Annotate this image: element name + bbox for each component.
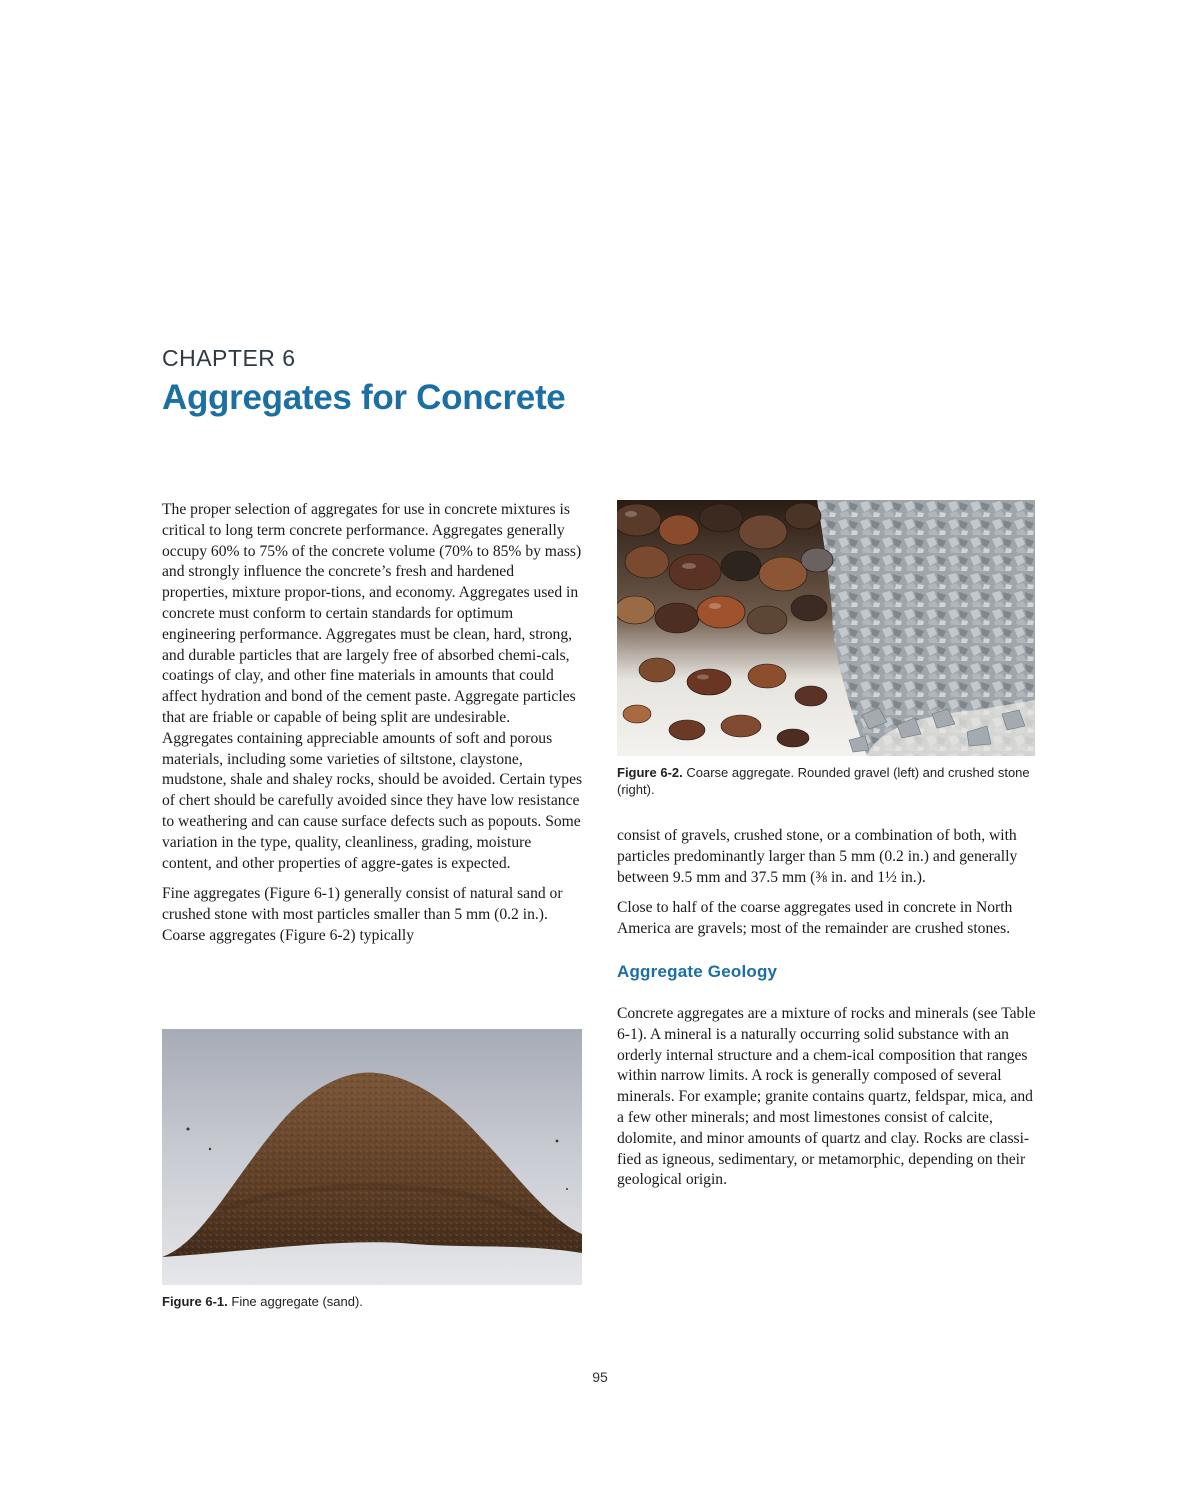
page-number: 95 xyxy=(592,1369,608,1385)
figure-1-number: Figure 6-1. xyxy=(162,1294,228,1309)
figure-2-text: Coarse aggregate. Rounded gravel (left) and crushed stone (right). xyxy=(617,765,1030,797)
fine-aggregates-paragraph: Fine aggregates (Figure 6-1) generally consist of natural sand or crushed stone with most particles smaller than 5 mm (0.2 in.). Coarse aggregates (Figure 6-2) typically xyxy=(162,885,563,944)
coarse-aggregates-paragraph: consist of gravels, crushed stone, or a combination of both, with particles predominantly larger than 5 mm (0.2 in.) and generally between 9.5 mm and 37.5 mm (⅜ in. and 1½ in.). xyxy=(617,827,1018,886)
gravel-image xyxy=(617,500,1035,756)
figure-1-text: Fine aggregate (sand). xyxy=(231,1294,363,1309)
gravels-paragraph: Close to half of the coarse aggregates used in concrete in North America are gravels; most of the remainder are crushed stones. xyxy=(617,899,1013,938)
figure-2-number: Figure 6-2. xyxy=(617,765,683,780)
figure-1-caption xyxy=(162,1293,582,1310)
intro-paragraph: The proper selection of aggregates for use in concrete mixtures is critical to long term concrete performance. Aggregates generally occupy 60% to 75% of the concrete volume (70% to 85% by mass) and strongly influence the concrete’s fresh and hardened properties, mixture propor-tions, and economy. Aggregates used in concrete must conform to certain standards for optimum engineering performance. Aggregates must be clean, hard, strong, and durable particles that are largely free of absorbed chemi-cals, coatings of clay, and other fine materials in amounts that could affect hydration and bond of the cement paste. Aggregate particles that are friable or capable of being split are undesirable. Aggregates containing appreciable amounts of soft and porous materials, including some varieties of siltstone, claystone, mudstone, shale and shaley rocks, should be avoided. Certain types of chert should be carefully avoided since they have low resistance to weathering and can cause surface defects such as popouts. Some variation in the type, quality, cleanliness, grading, moisture content, and other properties of aggre-gates is expected. xyxy=(162,501,583,872)
sand-pile-image xyxy=(162,1029,582,1285)
geology-paragraph: Concrete aggregates are a mixture of rocks and minerals (see Table 6-1). A mineral is a naturally occurring solid substance with an orderly internal structure and a chem-ical composition that ranges within narrow limits. A rock is generally composed of several minerals. For example; granite contains quartz, feldspar, mica, and a few other minerals; and most limestones consist of calcite, dolomite, and minor amounts of quartz and clay. Rocks are classi-fied as igneous, sedimentary, or metamorphic, depending on their geological origin. xyxy=(617,1004,1036,1189)
section-heading-aggregate-geology: Aggregate Geology xyxy=(617,961,778,981)
chapter-label: CHAPTER 6 xyxy=(162,345,296,371)
chapter-title: Aggregates for Concrete xyxy=(162,378,566,417)
figure-2-caption xyxy=(617,764,1037,798)
left-column xyxy=(162,500,584,957)
right-column xyxy=(617,826,1042,1201)
